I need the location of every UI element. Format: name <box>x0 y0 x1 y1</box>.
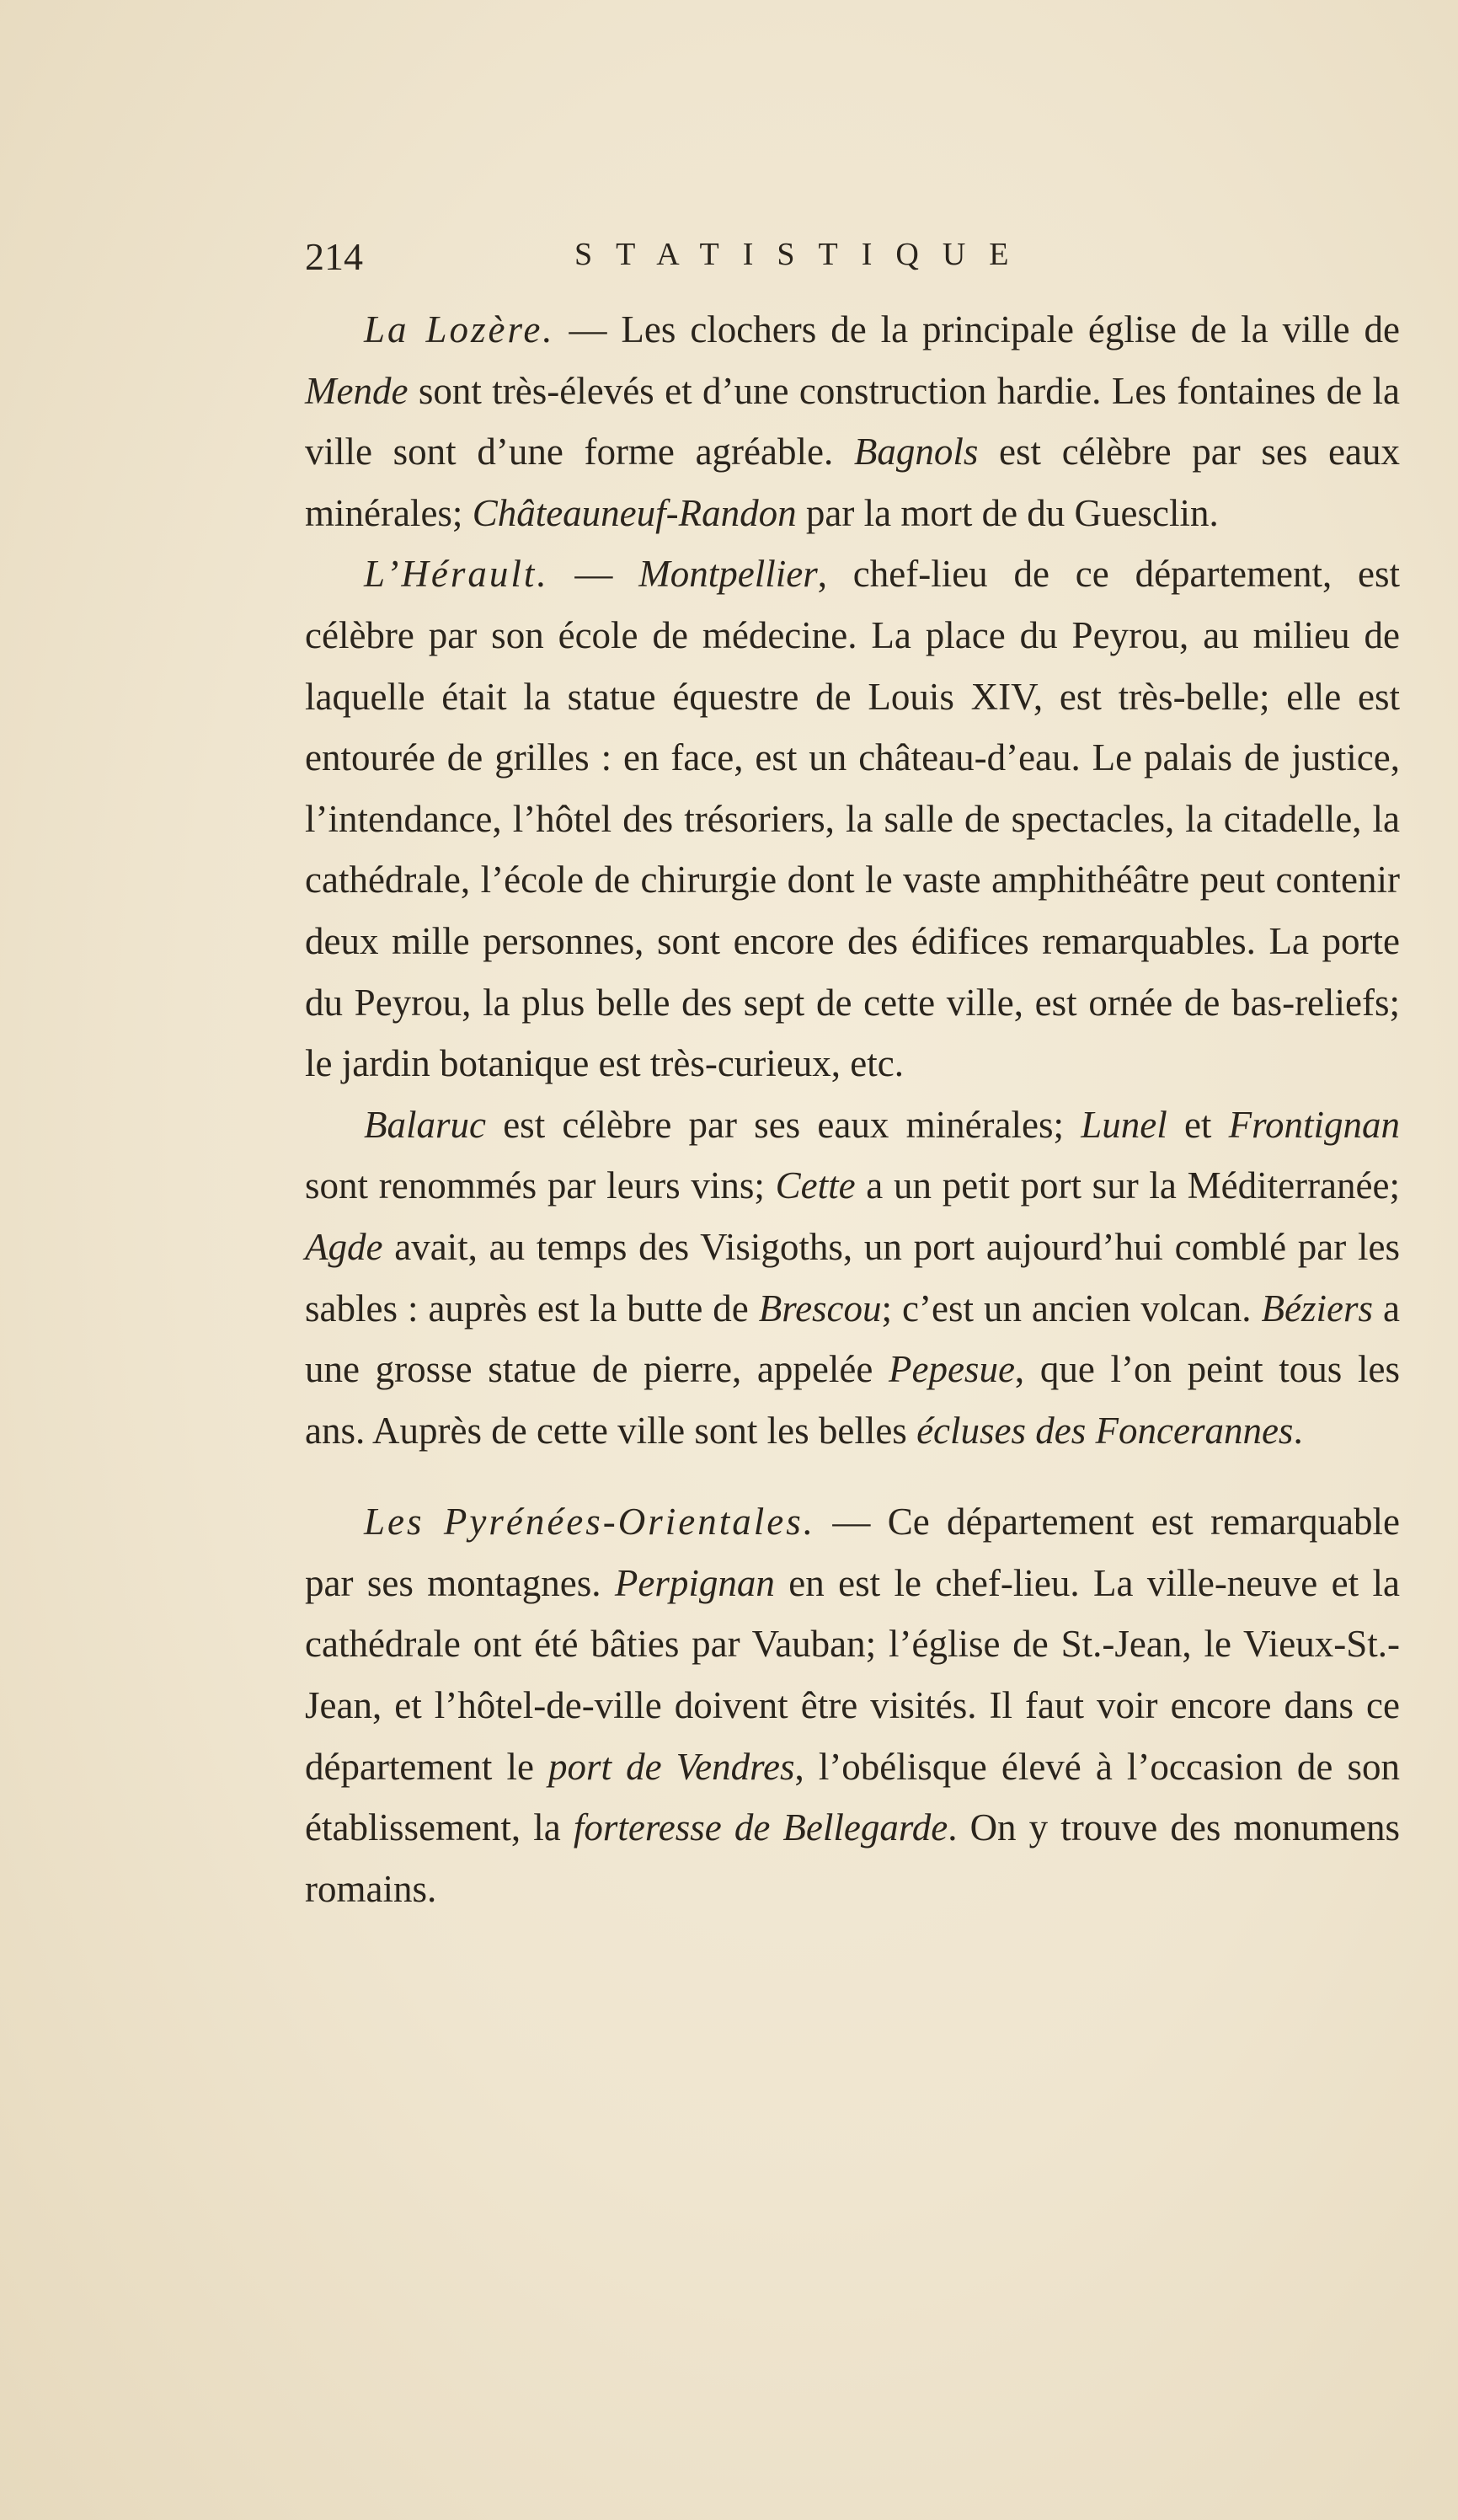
section-heading: Les Pyrénées-Orientales. <box>364 1501 815 1544</box>
section-heading: L’Hérault. <box>364 553 549 596</box>
text-run: avait, au temps des Visigoths, un port aujourd’hui comblé par les sables : auprès est la butte de <box>305 1225 1400 1330</box>
text-run: — Les clochers de la principale église de la ville de <box>554 308 1400 350</box>
place-name: Perpignan <box>614 1561 775 1604</box>
text-run: . On y trouve des monumens romains. <box>305 1806 1400 1910</box>
text-run: a une grosse statue de pierre, appelée <box>305 1287 1400 1391</box>
place-name: Montpellier <box>638 553 818 596</box>
text-run: ; c’est un ancien volcan. <box>881 1287 1262 1330</box>
text-run: en est le chef-lieu. La ville-neuve et la cathédrale ont été bâties par Vauban; l’église de St.-Jean, le Vieux-St.-Jean, et l’hôtel-de-ville doivent être visités. Il faut voir encore dans ce département le <box>305 1561 1401 1788</box>
text-run: et <box>1167 1103 1229 1146</box>
page-body <box>305 299 1400 1919</box>
section-heading: La Lozère. <box>364 308 555 350</box>
text-run: . <box>1293 1409 1303 1452</box>
place-name: Bagnols <box>853 431 979 474</box>
page-header <box>305 227 1400 286</box>
text-run: , l’obélisque élevé à l’occasion de son établissement, la <box>305 1745 1400 1849</box>
text-run: par la mort de du Guesclin. <box>796 491 1219 534</box>
text-run: sont très-élevés et d’une construction hardie. Les fontaines de la ville sont d’une forme agréable. <box>305 369 1400 474</box>
place-name: Agde <box>305 1225 383 1268</box>
place-name: Pepesue <box>889 1348 1015 1391</box>
text-run: , chef-lieu de ce département, est célèbre par son école de médecine. La place du Peyrou, au milieu de laquelle était la statue équestre de Louis XIV, est très-belle; elle est entourée de grilles : en face, est un château-d’eau. Le palais de justice, l’intendance, l’hôtel des trésoriers, la salle de spectacles, la citadelle, la cathédrale, l’école de chirurgie dont le vaste amphithéâtre peut contenir deux mille personnes, sont encore des édifices remarquables. La porte du Peyrou, la plus belle des sept de cette ville, est ornée de bas-reliefs; le jardin botanique est très-curieux, etc. <box>305 553 1401 1085</box>
place-name: écluses des Foncerannes <box>916 1409 1294 1452</box>
text-run: — Ce département est remarquable par ses montagnes. <box>305 1501 1400 1604</box>
place-name: Balaruc <box>364 1103 486 1146</box>
paragraph-pyrenees-orientales <box>305 1491 1400 1919</box>
paragraph-herault <box>305 543 1400 1094</box>
place-name: Frontignan <box>1228 1103 1400 1146</box>
text-run: sont renommés par leurs vins; <box>305 1164 776 1207</box>
place-name: Lunel <box>1081 1103 1167 1146</box>
place-name: Brescou <box>758 1287 882 1330</box>
text-run: est célèbre par ses eaux minérales; <box>485 1103 1081 1146</box>
text-run: , que l’on peint tous les ans. Auprès de cette ville sont les belles <box>305 1348 1400 1452</box>
place-name: port de Vendres <box>548 1745 795 1788</box>
place-name: Cette <box>775 1164 856 1207</box>
text-run: est célèbre par ses eaux minérales; <box>305 431 1400 534</box>
paragraph-lozere <box>305 299 1400 543</box>
paragraph-herault-towns <box>305 1094 1400 1462</box>
place-name: Mende <box>305 369 409 412</box>
page-number: 214 <box>305 235 363 278</box>
text-run: — <box>548 553 639 596</box>
place-name: forteresse de Bellegarde <box>573 1806 948 1849</box>
running-head: STATISTIQUE <box>574 237 1033 272</box>
place-name: Châteauneuf-Randon <box>472 491 797 534</box>
text-run: a un petit port sur la Méditerranée; <box>855 1164 1400 1207</box>
place-name: Béziers <box>1261 1287 1374 1330</box>
